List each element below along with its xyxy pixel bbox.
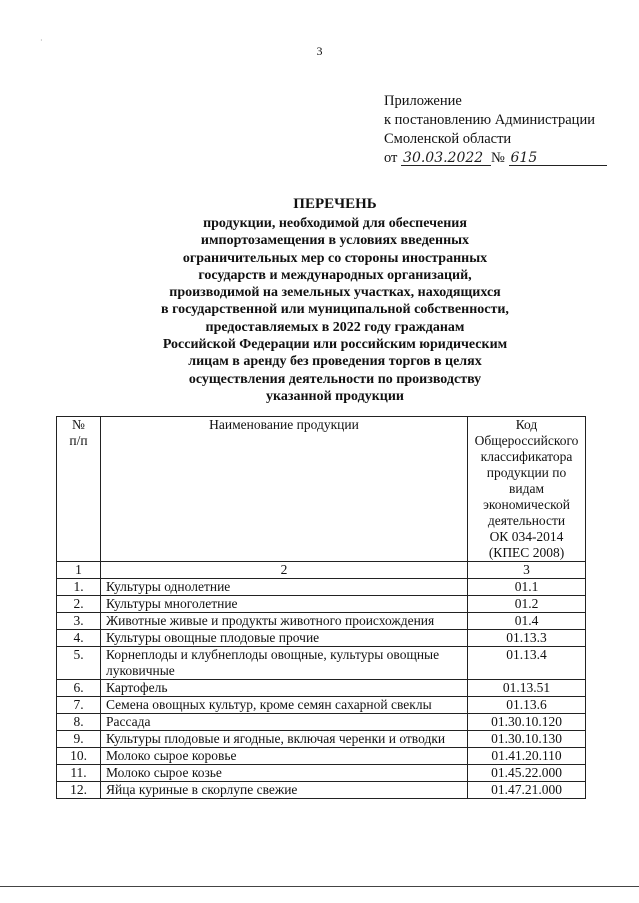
table-row <box>57 596 586 613</box>
row-code: 01.30.10.130 <box>468 731 586 748</box>
title-line: в государственной или муниципальной собственности, <box>161 302 509 318</box>
table-header-row <box>57 417 586 562</box>
row-product-name: Яйца куриные в скорлупе свежие <box>101 782 468 799</box>
header-number-line: № <box>72 417 85 432</box>
row-number: 1. <box>57 579 101 596</box>
row-code: 01.45.22.000 <box>468 765 586 782</box>
title-line: Российской Федерации или российским юридическим <box>162 337 508 353</box>
header-code-line: продукции по <box>486 465 567 480</box>
products-table <box>56 416 586 799</box>
table-row <box>57 697 586 714</box>
header-code <box>468 417 586 562</box>
row-number: 7. <box>57 697 101 714</box>
column-index-row <box>57 562 586 579</box>
row-product-name: Культуры однолетние <box>101 579 468 596</box>
table-row <box>57 630 586 647</box>
header-product-name: Наименование продукции <box>101 417 468 562</box>
row-number: 6. <box>57 680 101 697</box>
handwritten-number: 615 <box>509 151 607 166</box>
table-row <box>57 731 586 748</box>
row-number: 3. <box>57 613 101 630</box>
row-product-name: Рассада <box>101 714 468 731</box>
header-code-line: деятельности <box>487 513 566 528</box>
row-product-name: Молоко сырое козье <box>101 765 468 782</box>
row-number: 10. <box>57 748 101 765</box>
table-row <box>57 782 586 799</box>
row-product-name: Семена овощных культур, кроме семян сахарной свеклы <box>101 697 468 714</box>
row-product-name: Культуры овощные плодовые прочие <box>101 630 468 647</box>
table-row <box>57 579 586 596</box>
row-product-name: Картофель <box>101 680 468 697</box>
header-code-line: Общероссийского <box>474 433 579 448</box>
row-code: 01.2 <box>468 596 586 613</box>
row-number: 5. <box>57 647 101 680</box>
row-code: 01.30.10.120 <box>468 714 586 731</box>
appendix-line-1: Приложение <box>384 93 462 109</box>
scan-speck: · <box>40 36 43 45</box>
header-number <box>57 417 101 562</box>
title-heading: ПЕРЕЧЕНЬ <box>293 196 377 212</box>
row-product-name: Культуры многолетние <box>101 596 468 613</box>
table-row <box>57 714 586 731</box>
table-row <box>57 765 586 782</box>
appendix-line-3: Смоленской области <box>384 131 512 147</box>
title-line: ограничительных мер со стороны иностранных <box>182 250 488 266</box>
title-line: предоставляемых в 2022 году гражданам <box>205 319 465 335</box>
header-code-line: экономической <box>483 497 570 512</box>
title-line: производимой на земельных участках, находящихся <box>169 285 501 301</box>
table-row <box>57 748 586 765</box>
index-cell: 3 <box>468 562 586 579</box>
row-code: 01.13.6 <box>468 697 586 714</box>
title-line: лицам в аренду без проведения торгов в целях <box>188 354 482 370</box>
row-product-name: Молоко сырое коровье <box>101 748 468 765</box>
row-number: 11. <box>57 765 101 782</box>
row-code: 01.1 <box>468 579 586 596</box>
table-row <box>57 613 586 630</box>
title-line: продукции, необходимой для обеспечения <box>203 216 467 231</box>
title-line: осуществления деятельности по производству <box>188 371 482 387</box>
row-number: 9. <box>57 731 101 748</box>
row-code: 01.41.20.110 <box>468 748 586 765</box>
header-number-line: п/п <box>69 433 88 448</box>
date-prefix: от <box>384 150 398 166</box>
page-number: 3 <box>316 44 323 58</box>
row-code: 01.13.4 <box>468 647 586 680</box>
row-number: 8. <box>57 714 101 731</box>
row-code: 01.13.3 <box>468 630 586 647</box>
index-cell: 2 <box>101 562 468 579</box>
appendix-line-2: к постановлению Администрации <box>384 112 595 128</box>
document-title <box>110 195 560 405</box>
header-code-line: Код <box>515 417 538 432</box>
title-line: государств и международных организаций, <box>198 267 472 283</box>
number-label: № <box>491 150 505 166</box>
row-product-name: Культуры плодовые и ягодные, включая черенки и отводки <box>101 731 468 748</box>
handwritten-date: 30.03.2022 <box>401 151 491 166</box>
header-code-line: видам <box>508 481 544 496</box>
index-cell: 1 <box>57 562 101 579</box>
row-product-name: Животные живые и продукты животного происхождения <box>101 613 468 630</box>
table-row <box>57 647 586 680</box>
appendix-date-line <box>384 149 607 168</box>
title-line: указанной продукции <box>266 388 404 404</box>
row-product-name: Корнеплоды и клубнеплоды овощные, культуры овощные луковичные <box>101 647 468 680</box>
appendix-block <box>384 92 607 168</box>
scan-edge-line <box>0 886 639 887</box>
header-code-line: ОК 034-2014 <box>489 529 564 544</box>
row-number: 12. <box>57 782 101 799</box>
header-code-line: (КПЕС 2008) <box>488 545 565 560</box>
row-code: 01.47.21.000 <box>468 782 586 799</box>
row-number: 2. <box>57 596 101 613</box>
row-number: 4. <box>57 630 101 647</box>
row-code: 01.4 <box>468 613 586 630</box>
title-description <box>110 215 560 405</box>
title-line: импортозамещения в условиях введенных <box>200 233 470 249</box>
header-code-line: классификатора <box>480 449 573 464</box>
table-row <box>57 680 586 697</box>
row-code: 01.13.51 <box>468 680 586 697</box>
